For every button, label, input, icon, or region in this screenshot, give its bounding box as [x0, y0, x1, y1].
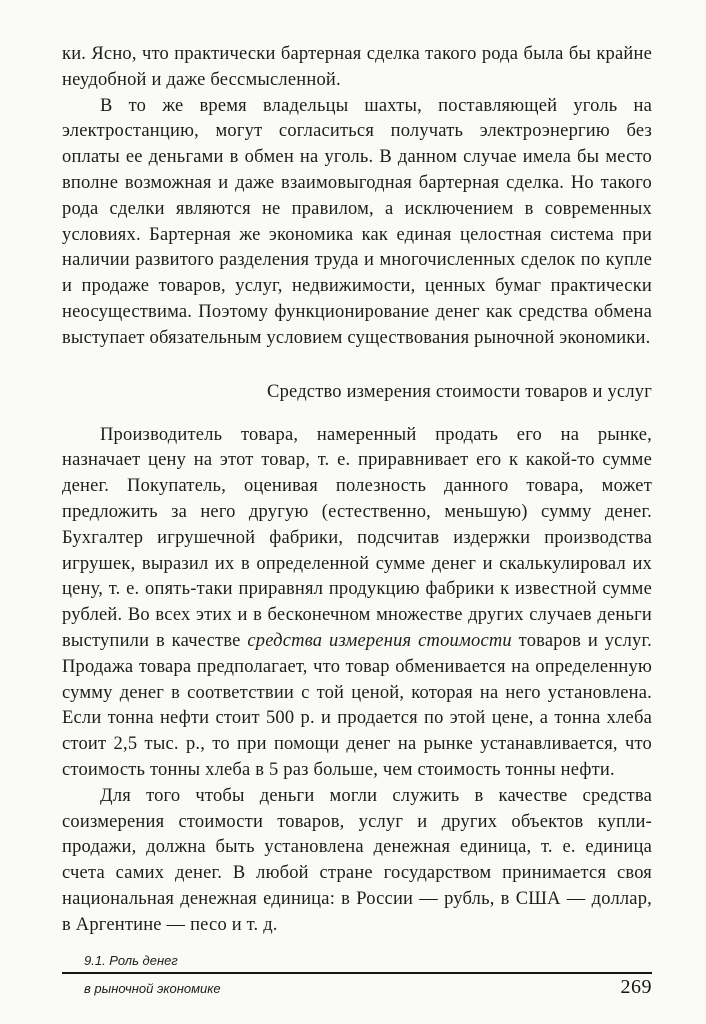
- paragraph: [62, 94, 652, 352]
- paragraph: [62, 784, 652, 939]
- footer-section-title-line2: в рыночной экономике: [84, 981, 221, 996]
- paragraph-text: товаров и услуг. Продажа товара предполагает, что товар обменивается на определенную сумму денег в соответствии с той ценой, которая на него установлена. Если тонна нефти стоит 500 р. и продается по этой цене, а тонна хлеба стоит 2,5 тыс. р., то при помощи денег на рынке устанавливается, что стоимость тонны хлеба в 5 раз больше, чем стоимость тонны нефти.: [62, 630, 653, 780]
- page-number: 269: [620, 976, 652, 998]
- section-heading: Средство измерения стоимости товаров и услуг: [267, 381, 652, 402]
- paragraph-text: В то же время владельцы шахты, поставляющей уголь на электростанцию, могут согласиться получать электроэнергию без оплаты ее деньгами в обмен на уголь. В данном случае имела бы место вполне возможная и даже взаимовыгодная бартерная сделка. Но такого рода сделки являются не правилом, а исключением в современных условиях. Бартерная же экономика как единая целостная система при наличии развитого разделения труда и многочисленных сделок по купле и продаже товаров, услуг, недвижимости, ценных бумаг практически неосуществима. Поэтому функционирование денег как средства обмена выступает обязательным условием существования рыночной экономики.: [62, 95, 652, 348]
- footer-rule: [62, 972, 652, 974]
- body-text: [62, 42, 652, 939]
- emphasized-term: средства измерения стоимости: [247, 630, 512, 651]
- paragraph-text: ки. Ясно, что практически бартерная сделка такого рода была бы крайне неудобной и даже бессмысленной.: [62, 44, 652, 90]
- footer-section-title-line1: 9.1. Роль денег: [84, 953, 178, 968]
- paragraph: [62, 423, 652, 784]
- paragraph-continuation: [62, 42, 652, 94]
- paragraph-text: Производитель товара, намеренный продать его на рынке, назначает цену на этот товар, т. е. приравнивает его к какой-то сумме денег. Покупатель, оценивая полезность данного товара, может предложить за него другую (естественно, меньшую) сумму денег. Бухгалтер игрушечной фабрики, подсчитав издержки производства игрушек, выразил их в определенной сумме денег и скалькулировал их цену, т. е. опять-таки приравнял продукцию фабрики к известной сумме рублей. Во всех этих и в бесконечном множестве других случаев деньги выступили в качестве: [62, 424, 652, 651]
- footer-bottom-row: [62, 977, 652, 998]
- paragraph-text: Для того чтобы деньги могли служить в качестве средства соизмерения стоимости товаров, услуг и других объектов купли-продажи, должна быть установлена денежная единица, т. е. единица счета самих денег. В любой стране государством принимается своя национальная денежная единица: в России — рубль, в США — доллар, в Аргентине — песо и т. д.: [62, 785, 652, 935]
- running-footer: [62, 953, 652, 998]
